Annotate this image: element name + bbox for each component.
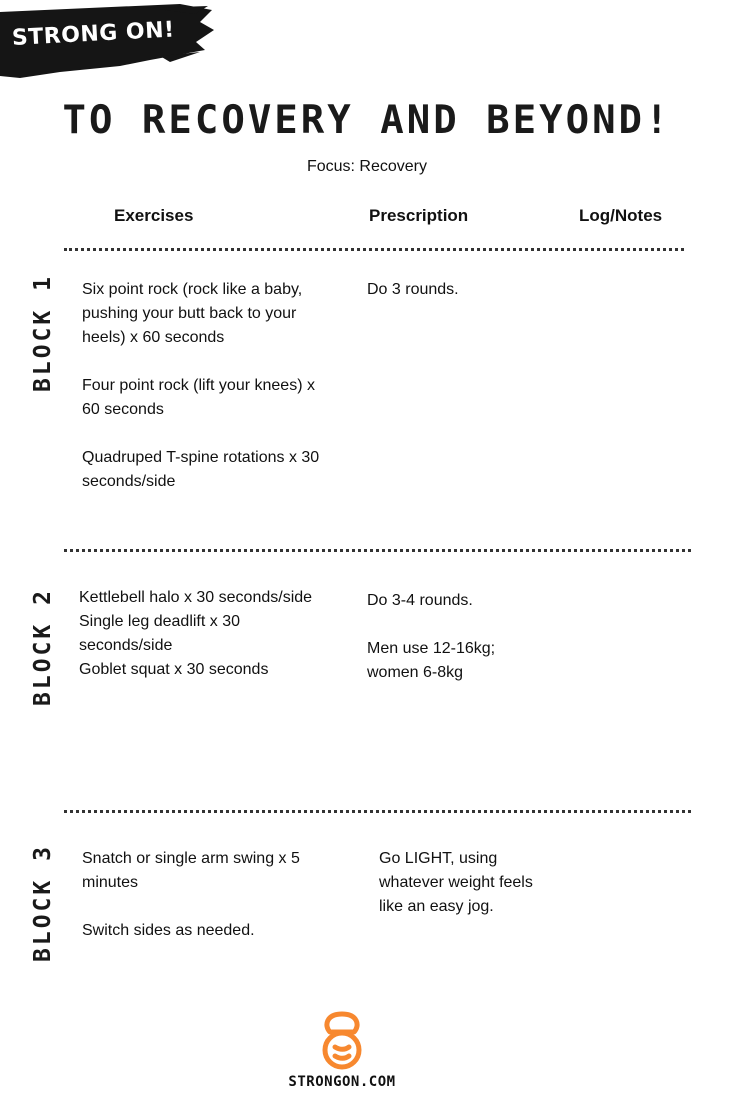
kettlebell-logo-icon: [318, 1010, 366, 1070]
block-1-prescription: Do 3 rounds.: [367, 281, 459, 298]
focus-line: Focus: Recovery: [306, 158, 428, 175]
divider-dotted: [64, 549, 691, 552]
divider-dotted: [64, 810, 691, 813]
block-3-prescription: Go LIGHT, using whatever weight feels like an easy jog.: [379, 850, 533, 915]
site-url: STRONGON.COM: [288, 1074, 396, 1090]
column-header-prescription: Prescription: [369, 206, 469, 225]
block-label-3: BLOCK 3: [30, 844, 56, 962]
brand-badge-text: STRONG ON!: [11, 17, 176, 51]
block-label-1: BLOCK 1: [30, 274, 56, 392]
column-header-log-notes: Log/Notes: [579, 206, 663, 225]
column-header-exercises: Exercises: [114, 206, 194, 225]
block-3-exercises: Snatch or single arm swing x 5 minutes Switch sides as needed.: [82, 850, 300, 939]
block-2-exercises: Kettlebell halo x 30 seconds/side Single leg deadlift x 30 seconds/side Goblet squat x 30 seconds: [79, 589, 313, 678]
block-1-exercises: Six point rock (rock like a baby, pushing your butt back to your heels) x 60 seconds Four point rock (lift your knees) x 60 seconds Quadruped T-spine rotations x 30 seconds/side: [82, 281, 320, 490]
page-title: TO RECOVERY AND BEYOND!: [62, 98, 672, 143]
divider-dotted: [64, 248, 684, 251]
block-label-2: BLOCK 2: [30, 588, 56, 706]
block-2-prescription: Do 3-4 rounds. Men use 12-16kg; women 6-8kg: [367, 592, 496, 681]
